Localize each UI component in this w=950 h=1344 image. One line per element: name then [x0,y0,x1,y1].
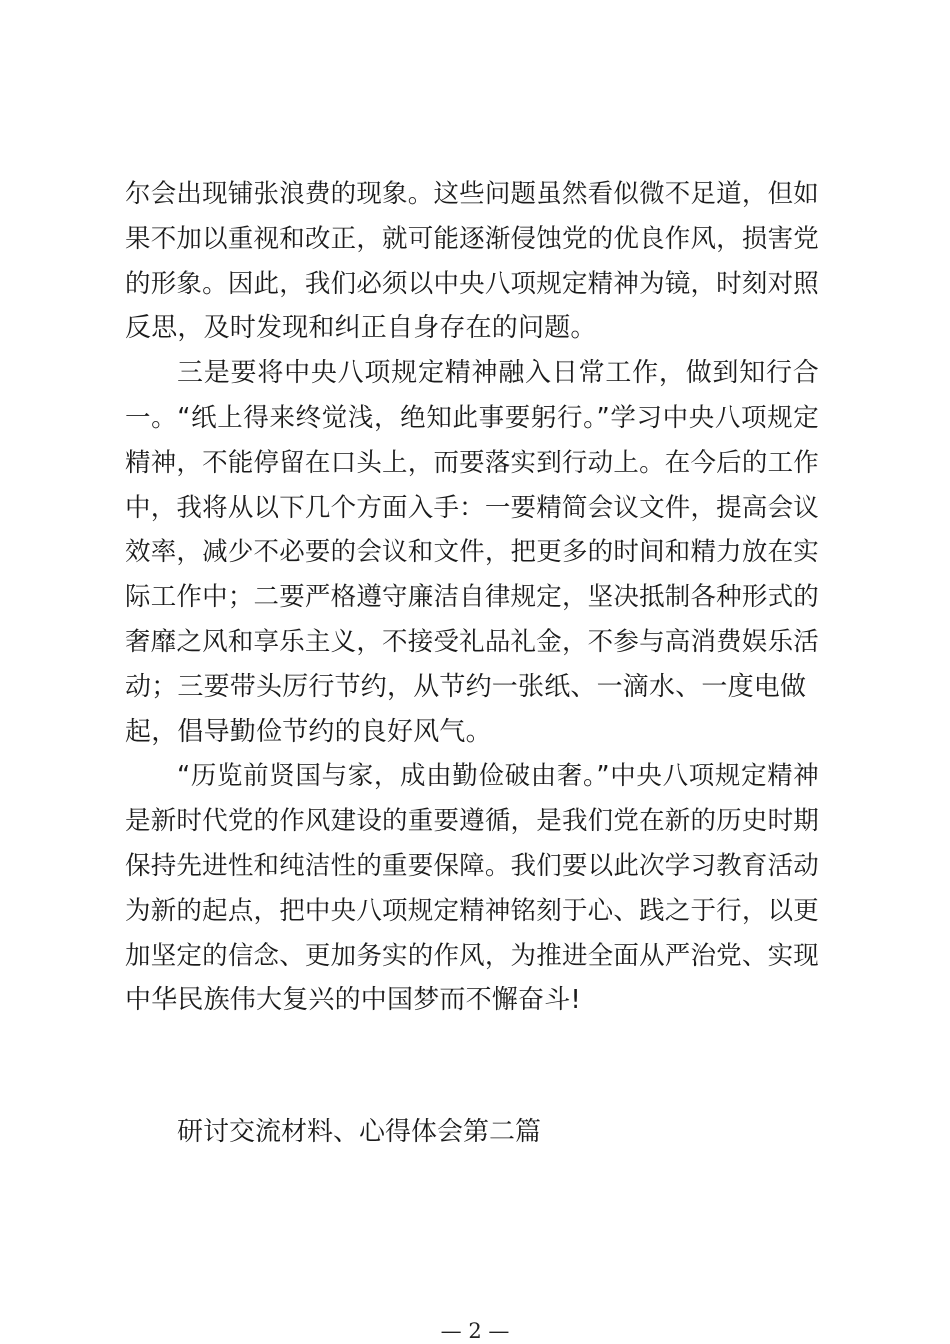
text-line: 三是要将中央八项规定精神融入日常工作，做到知行合 [177,358,819,389]
text-line: 精神，不能停留在口头上，而要落实到行动上。在今后的工作 [125,447,819,478]
text-line: 中，我将从以下几个方面入手：一要精简会议文件，提高会议 [125,492,819,523]
text-line: 动；三要带头厉行节约，从节约一张纸、一滴水、一度电做 [125,671,807,702]
text-line: 一。“纸上得来终觉浅，绝知此事要躬行。”学习中央八项规定 [125,402,819,433]
paragraph-2 [125,351,819,754]
text-line: 的形象。因此，我们必须以中央八项规定精神为镜，时刻对照 [125,268,819,299]
text-line: 果不加以重视和改正，就可能逐渐侵蚀党的优良作风，损害党 [125,223,819,254]
text-line: 是新时代党的作风建设的重要遵循，是我们党在新的历史时期 [125,806,819,837]
text-line: 效率，减少不必要的会议和文件，把更多的时间和精力放在实 [125,537,819,568]
section-title: 研讨交流材料、心得体会第二篇 [177,1117,542,1147]
text-line: 保持先进性和纯洁性的重要保障。我们要以此次学习教育活动 [125,850,819,881]
body-text [125,172,819,1023]
paragraph-3 [125,754,819,1023]
text-line: 际工作中；二要严格遵守廉洁自律规定，坚决抵制各种形式的 [125,582,819,613]
text-line: 中华民族伟大复兴的中国梦而不懈奋斗! [125,985,582,1016]
text-line: “历览前贤国与家，成由勤俭破由奢。”中央八项规定精神 [177,761,819,792]
page-number: — 2 — [440,1319,510,1343]
paragraph-1 [125,172,819,351]
text-line: 奢靡之风和享乐主义，不接受礼品礼金，不参与高消费娱乐活 [125,626,819,657]
text-line: 反思，及时发现和纠正自身存在的问题。 [125,313,597,344]
text-line: 为新的起点，把中央八项规定精神铭刻于心、践之于行，以更 [125,895,819,926]
text-line: 加坚定的信念、更加务实的作风，为推进全面从严治党、实现 [125,940,819,971]
text-line: 尔会出现铺张浪费的现象。这些问题虽然看似微不足道，但如 [125,179,819,209]
text-line: 起，倡导勤俭节约的良好风气。 [125,716,492,747]
